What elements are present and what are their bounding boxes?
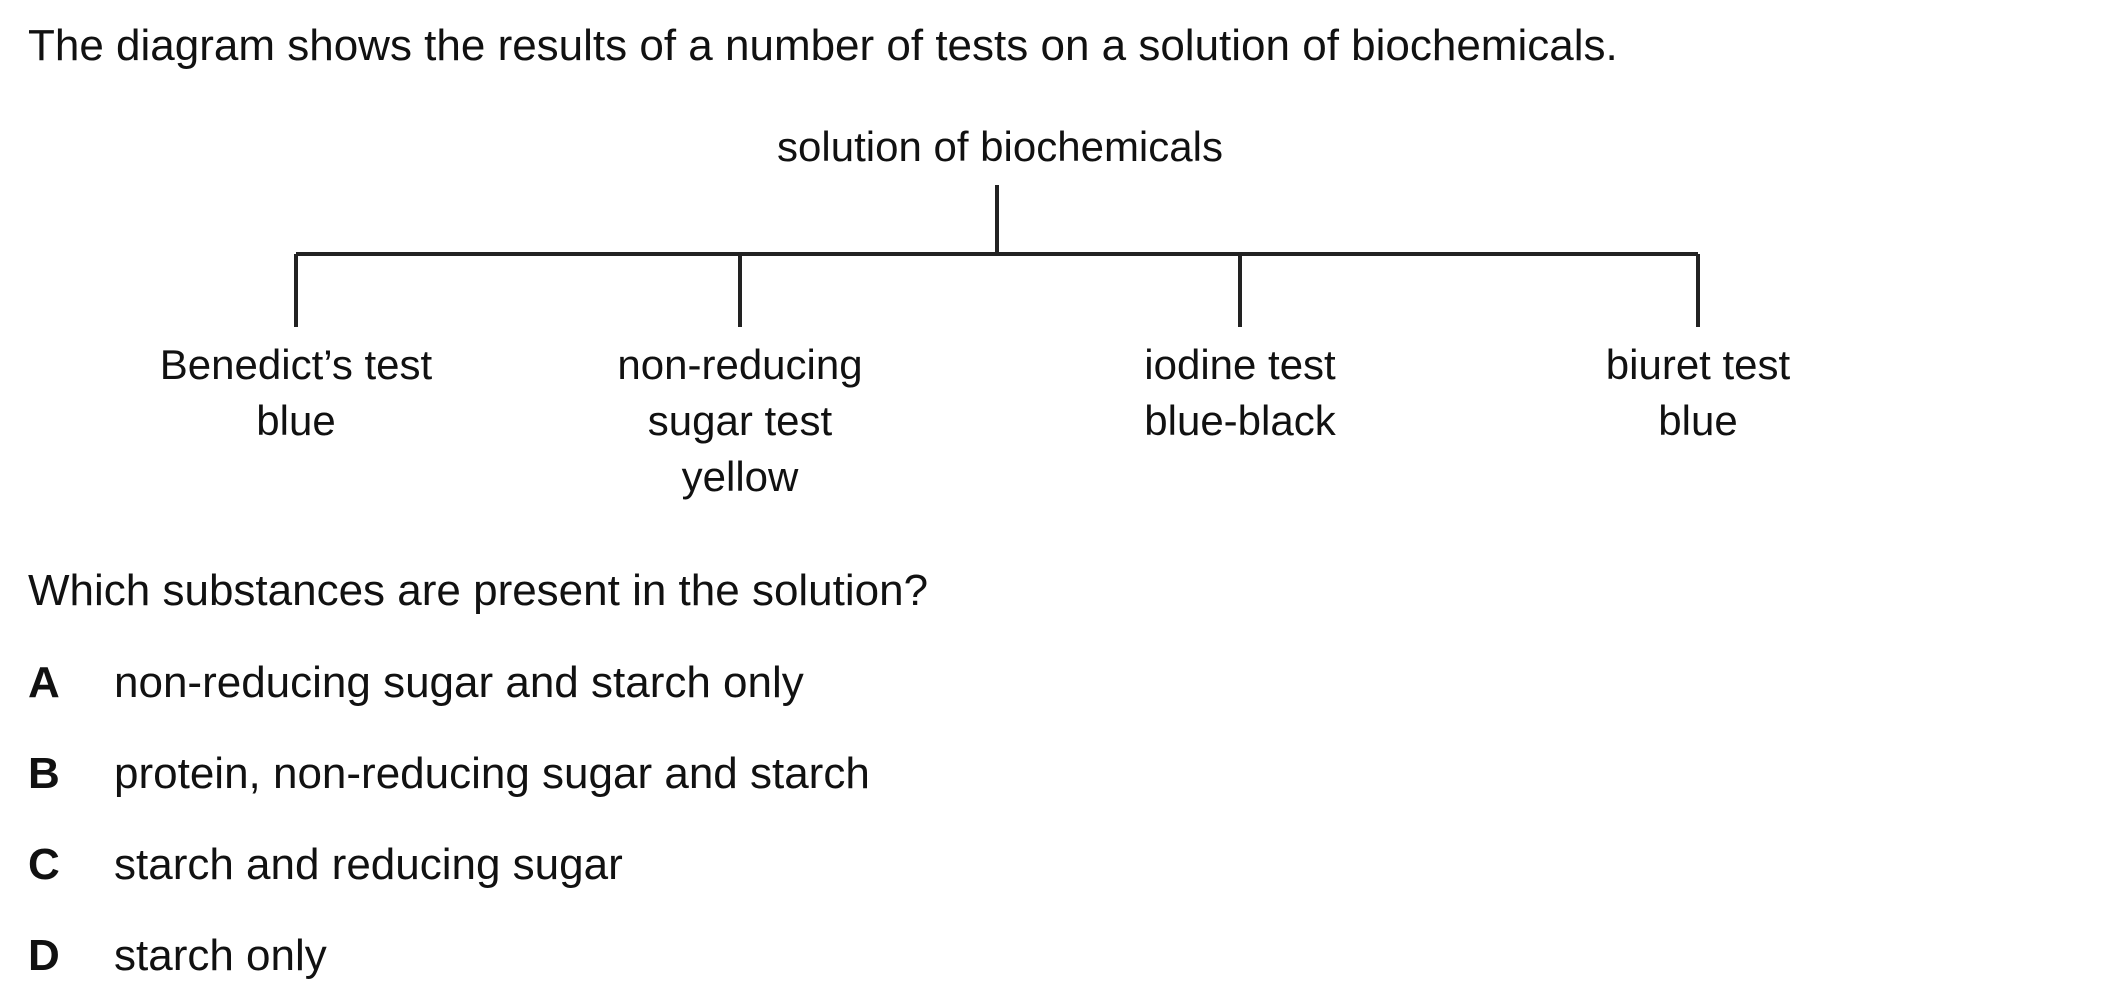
iodine-test-label: iodine test bbox=[1144, 341, 1336, 388]
question-prompt: Which substances are present in the solution? bbox=[28, 566, 929, 615]
answer-option-d[interactable] bbox=[28, 928, 327, 984]
option-d-text: starch only bbox=[114, 931, 327, 980]
iodine-test-node bbox=[1020, 337, 1460, 449]
option-b-letter: B bbox=[28, 749, 60, 798]
answer-option-b[interactable] bbox=[28, 746, 870, 802]
benedicts-test-node bbox=[76, 337, 516, 449]
biuret-test-result: blue bbox=[1658, 397, 1738, 444]
benedicts-test-result: blue bbox=[256, 397, 336, 444]
non-reducing-sugar-test-node bbox=[520, 337, 960, 505]
answer-option-c[interactable] bbox=[28, 837, 623, 893]
biuret-test-node bbox=[1478, 337, 1918, 449]
question-intro: The diagram shows the results of a number of tests on a solution of biochemicals. bbox=[28, 21, 1618, 70]
option-d-letter: D bbox=[28, 931, 60, 980]
option-a-text: non-reducing sugar and starch only bbox=[114, 658, 804, 707]
option-c-text: starch and reducing sugar bbox=[114, 840, 623, 889]
benedicts-test-label: Benedict’s test bbox=[159, 341, 433, 388]
non-reducing-test-label-line1: non-reducing bbox=[617, 341, 863, 388]
diagram-root-label: solution of biochemicals bbox=[777, 123, 1223, 170]
option-b-text: protein, non-reducing sugar and starch bbox=[114, 749, 870, 798]
non-reducing-test-result: yellow bbox=[681, 453, 799, 500]
option-a-letter: A bbox=[28, 658, 60, 707]
iodine-test-result: blue-black bbox=[1144, 397, 1336, 444]
answer-option-a[interactable] bbox=[28, 655, 804, 711]
non-reducing-test-label-line2: sugar test bbox=[647, 397, 833, 444]
option-c-letter: C bbox=[28, 840, 60, 889]
biuret-test-label: biuret test bbox=[1605, 341, 1791, 388]
